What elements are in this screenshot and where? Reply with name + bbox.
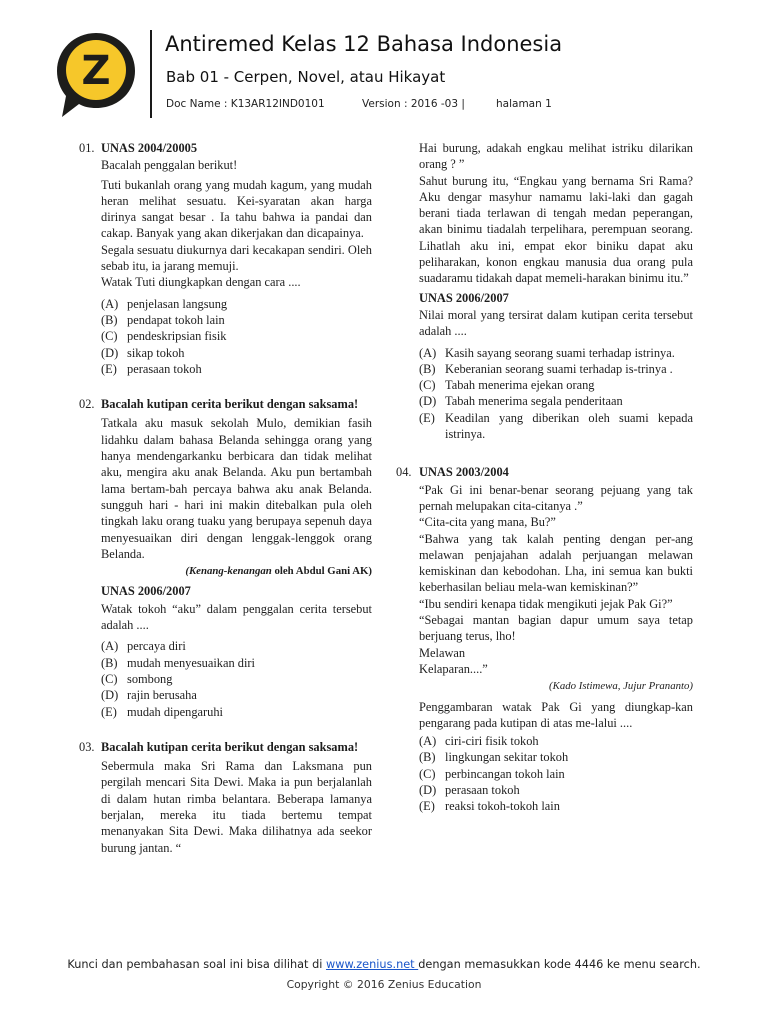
option-letter: (C) xyxy=(419,766,436,781)
option-e xyxy=(419,798,693,814)
option-a xyxy=(101,296,372,312)
copyright: Copyright © 2016 Zenius Education xyxy=(286,978,482,991)
question-instruction: Bacalah kutipan cerita berikut dengan saksama! xyxy=(101,739,359,754)
option-list xyxy=(419,733,693,814)
option-e xyxy=(101,361,372,377)
option-text: Tabah menerima segala penderitaan xyxy=(445,394,623,409)
option-text: pendapat tokoh lain xyxy=(127,312,225,327)
option-text: sombong xyxy=(127,671,173,686)
question-number: 02. xyxy=(79,397,95,412)
zenius-link[interactable]: www.zenius.net xyxy=(325,958,419,971)
question-instruction: Bacalah penggalan berikut! xyxy=(101,158,238,173)
dialogue-line: “Bahwa yang tak kalah penting dengan per-ang melawan penjajahan adalah perjuangan melawan kemiskinan dan kebodohan. Lha, ini semua kan bukti keberhasilan beliau mela-wan kemiskinan?” xyxy=(419,531,693,595)
credit-author: oleh Abdul Gani AK) xyxy=(274,565,372,578)
option-text: Tabah menerima ejekan orang xyxy=(445,378,595,393)
option-letter: (A) xyxy=(101,639,119,654)
option-d xyxy=(101,687,372,703)
question-source: UNAS 2004/20005 xyxy=(101,141,198,155)
option-d xyxy=(101,345,372,361)
logo-letter: Z xyxy=(81,48,111,94)
dialogue-line: Melawan xyxy=(419,645,466,660)
footer-text-after: dengan memasukkan kode 4446 ke menu search. xyxy=(418,958,701,971)
option-letter: (A) xyxy=(419,734,437,749)
option-e xyxy=(419,410,693,443)
option-text: mudah dipengaruhi xyxy=(127,704,224,719)
option-text: percaya diri xyxy=(127,639,186,654)
question-2 xyxy=(80,396,372,720)
question-source: UNAS 2006/2007 xyxy=(101,584,191,599)
option-text: perasaan tokoh xyxy=(127,361,202,376)
question-source: UNAS 2006/2007 xyxy=(419,290,509,305)
question-number: 04. xyxy=(396,465,412,480)
option-letter: (D) xyxy=(101,688,119,703)
option-text: pendeskripsian fisik xyxy=(127,329,227,344)
dialogue-line: Kelaparan....” xyxy=(419,661,488,676)
passage-continued-2: Sahut burung itu, “Engkau yang bernama Sri Rama? Aku dengar masyhur namamu laki-laki dan gagah berani tiada terlawan di tengah medan peperangan, akan binimu tiadalah terpelihara, perempuan seorang. Lihatlah aku ini, empat ekor biniku dapat aku peliharakan, konon engkau manusia dua orang pula suadaramu tidakah dapat memeli-harakan binimu itu.” xyxy=(419,173,693,286)
option-letter: (D) xyxy=(419,782,437,797)
dialogue-line: “Ibu sendiri kenapa tidak mengikuti jejak Pak Gi?” xyxy=(419,596,673,611)
option-a xyxy=(419,733,693,749)
dialogue-line: “Sebagai mantan bagian dapur umum saya tetap berjuang terus, lho! xyxy=(419,613,693,644)
option-text: sikap tokoh xyxy=(127,345,185,360)
option-letter: (A) xyxy=(101,296,119,311)
credit-title: (Kenang-kenangan xyxy=(185,565,272,578)
page-title: Antiremed Kelas 12 Bahasa Indonesia xyxy=(165,32,563,56)
dialogue-line: “Pak Gi ini benar-benar seorang pejuang yang tak pernah melupakan cita-citanya .” xyxy=(419,482,693,513)
question-number: 01. xyxy=(79,141,95,155)
option-letter: (C) xyxy=(101,329,118,344)
option-e xyxy=(101,704,372,720)
option-text: reaksi tokoh-tokoh lain xyxy=(445,799,560,814)
option-letter: (D) xyxy=(419,394,437,409)
passage: Sebermula maka Sri Rama dan Laksmana pun pergilah mencari Sita Dewi. Maka ia pun berjalanlah di dalam hutan rimba belantara. Beberapa lamanya berjalan, mereka itu tiada bertemu tempat menanyakan Sita Dewi. Maka dilihatnya ada seekor burung jantan. “ xyxy=(101,759,372,855)
page-number: halaman 1 xyxy=(496,98,552,110)
question-text: Watak Tuti diungkapkan dengan cara .... xyxy=(101,275,301,290)
option-letter: (B) xyxy=(419,750,436,765)
option-d xyxy=(419,393,693,409)
option-c xyxy=(419,766,693,782)
option-b xyxy=(101,655,372,671)
option-text: Kasih sayang seorang suami terhadap istrinya. xyxy=(445,345,675,360)
option-letter: (A) xyxy=(419,345,437,360)
option-b xyxy=(101,312,372,328)
passage-credit: (Kado Istimewa, Jujur Prananto) xyxy=(549,680,693,693)
option-letter: (E) xyxy=(101,704,117,719)
passage-cont: Segala sesuatu diukurnya dari kecakapan sendiri. Oleh sebab itu, ia jarang memuji. xyxy=(101,242,372,274)
option-letter: (C) xyxy=(101,671,118,686)
option-c xyxy=(101,671,372,687)
option-c xyxy=(101,328,372,344)
option-d xyxy=(419,782,693,798)
option-a xyxy=(101,638,372,654)
option-text: perbincangan tokoh lain xyxy=(445,766,565,781)
question-3 xyxy=(80,739,372,856)
question-number: 03. xyxy=(79,739,95,754)
option-letter: (E) xyxy=(419,410,435,425)
passage: Tuti bukanlah orang yang mudah kagum, yang mudah heran melihat sesuatu. Kei-syaratan akan harga dirinya sangat besar . Ia tahu bahwa ia pandai dan cakap. Banyak yang akan dikerjakan dan dicapainya. xyxy=(101,177,372,241)
option-list xyxy=(101,296,372,377)
question-text: Penggambaran watak Pak Gi yang diungkap-kan pengarang pada kutipan di atas me-lalui .... xyxy=(419,699,693,730)
question-text: Nilai moral yang tersirat dalam kutipan cerita tersebut adalah .... xyxy=(419,307,693,339)
option-text: Keadilan yang diberikan oleh suami kepada istrinya. xyxy=(445,410,693,442)
question-3-continued xyxy=(398,140,693,442)
page-subtitle: Bab 01 - Cerpen, Novel, atau Hikayat xyxy=(166,68,446,86)
option-c xyxy=(419,377,693,393)
option-letter: (E) xyxy=(419,799,435,814)
option-letter: (B) xyxy=(101,312,118,327)
question-text: Watak tokoh “aku” dalam penggalan cerita tersebut adalah .... xyxy=(101,601,372,633)
option-text: perasaan tokoh xyxy=(445,782,520,797)
option-text: penjelasan langsung xyxy=(127,296,228,311)
option-b xyxy=(419,361,693,377)
option-letter: (C) xyxy=(419,378,436,393)
question-source: UNAS 2003/2004 xyxy=(419,465,509,480)
passage: Tatkala aku masuk sekolah Mulo, demikian fasih lidahku dalam bahasa Belanda sehingga orang yang hanya mendengarkanku berbicara dan tidak melihat aku, mengira aku anak Belanda. Aku pun bertambah lama bertam-bah percaya bahwa aku anak Belanda. sungguh hari - hari ini makin ditebalkan pula oleh tingkah laku orang tuaku yang berupaya sepenuh daya menyesuaikan diri dengan lenggak-lenggok orang Belanda. xyxy=(101,416,372,561)
option-list xyxy=(419,345,693,443)
option-text: lingkungan sekitar tokoh xyxy=(445,750,569,765)
option-letter: (D) xyxy=(101,345,119,360)
zenius-logo xyxy=(52,30,140,120)
option-text: rajin berusaha xyxy=(127,688,197,703)
option-letter: (B) xyxy=(101,655,118,670)
dialogue-line: “Cita-cita yang mana, Bu?” xyxy=(419,515,556,530)
doc-name: Doc Name : K13AR12IND0101 xyxy=(166,98,325,110)
option-letter: (E) xyxy=(101,361,117,376)
option-text: Keberanian seorang suami terhadap is-trinya . xyxy=(445,361,673,376)
left-column xyxy=(80,140,372,875)
option-text: mudah menyesuaikan diri xyxy=(127,655,256,670)
doc-version: Version : 2016 -03 | xyxy=(362,98,465,110)
question-instruction: Bacalah kutipan cerita berikut dengan saksama! xyxy=(101,397,359,412)
option-text: ciri-ciri fisik tokoh xyxy=(445,734,539,749)
option-b xyxy=(419,749,693,765)
option-list xyxy=(101,638,372,719)
footer-text-before: Kunci dan pembahasan soal ini bisa dilihat di xyxy=(67,958,326,971)
option-letter: (B) xyxy=(419,361,436,376)
question-4 xyxy=(398,464,693,814)
passage-continued: Hai burung, adakah engkau melihat istriku dilarikan orang ? ” xyxy=(419,141,693,172)
question-1 xyxy=(80,140,372,377)
right-column xyxy=(398,140,693,834)
passage-credit xyxy=(101,563,372,579)
footer-note xyxy=(0,958,768,971)
header-divider xyxy=(150,30,152,118)
option-a xyxy=(419,345,693,361)
